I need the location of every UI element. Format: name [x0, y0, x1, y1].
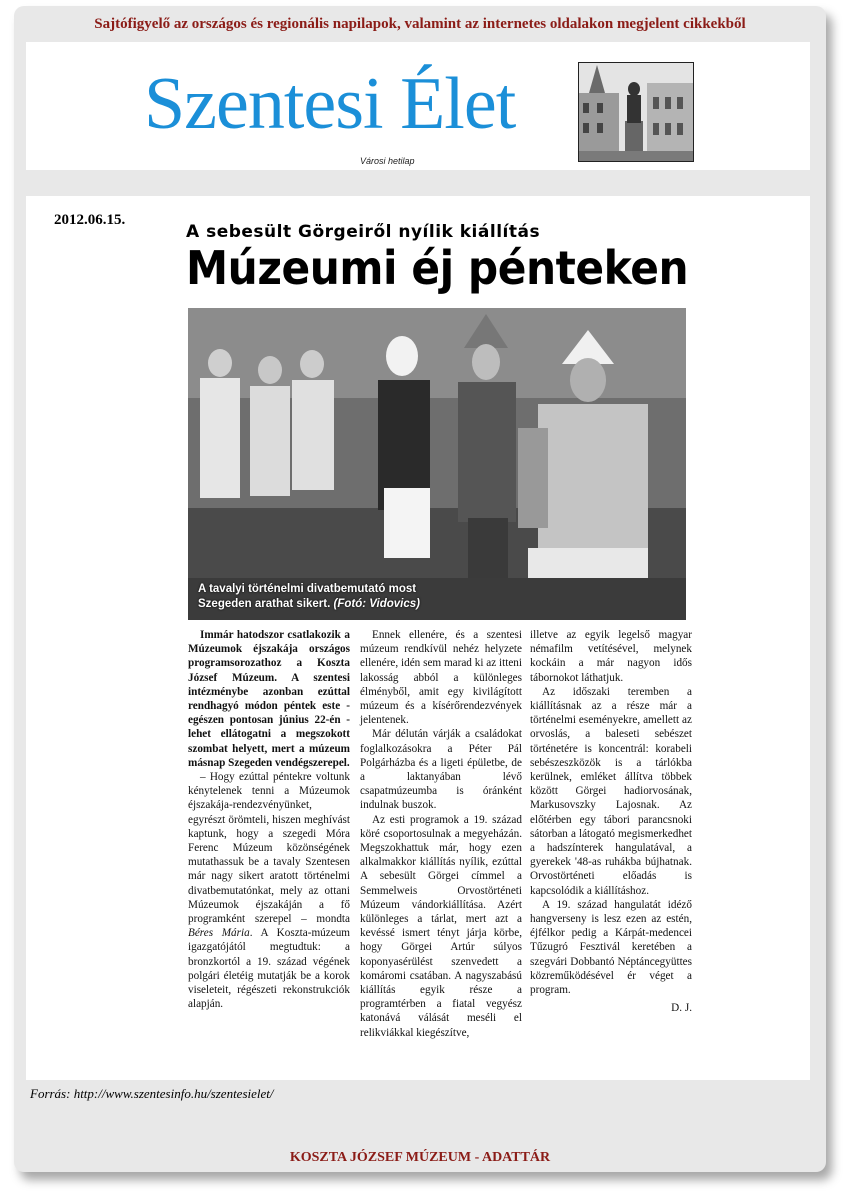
paragraph-text: – Hogy ezúttal péntekre voltunk kénytelenek tenni a Múzeumok éjszakája-rendezvényünket, egyrészt örömteli, hiszen meghívást kaptunk, hogy a szegedi Móra Ferenc Múzeum közönségének mutathassuk be a tavaly Szentesen már nagy sikert aratott történelmi divatbemutatónkat, mely az ottani Múzeumok éjszakáján a fő programként szerepel – mondta: [188, 771, 350, 926]
paragraph: Az esti programok a 19. század köré csoportosulnak a megyeházán. Megszokhattuk már, hogy ezen alkalmakkor kiállítás nyílik, ezúttal A sebesült Görgei címmel a Semmelweis Orvostörténeti Múzeum vándorkiállítása. Azért különleges a tárlat, mert azt a kevéssé ismert tényt járja körbe, hogy Görgei Artúr súlyos koponyasérülést szenvedett a komáromi csatában. A nagyszabású kiállítás egyik része a programtérben a fiatal vegyész katonává válását meséli el relikviákkal kiegészítve,: [360, 813, 522, 1039]
lead-paragraph: Immár hatodszor csatlakozik a Múzeumok éjszakája országos programsorozathoz a Koszta József Múzeum. A szentesi intézménybe azonban ezúttal rendhagyó módon péntek este - egészen pontosan június 22-én - lehet ellátogatni a megszokott szombat helyett, mert a múzeum másnap Szegeden vendégszerepel.: [188, 629, 350, 769]
article: [26, 196, 810, 1080]
paragraph: [188, 770, 350, 1011]
caption-credit: (Fotó: Vidovics): [333, 598, 420, 610]
article-headline: Múzeumi éj pénteken: [186, 241, 689, 295]
photo-caption: [198, 582, 420, 612]
press-review-banner: Sajtófigyelő az országos és regionális napilapok, valamint az internetes oldalakon megjelent cikkekből: [94, 16, 746, 32]
page-frame: [14, 6, 826, 1172]
statue-photo-icon: [579, 63, 693, 161]
quoted-person: Béres Mária: [188, 927, 250, 940]
archive-footer: KOSZTA JÓZSEF MÚZEUM - ADATTÁR: [289, 1150, 551, 1165]
article-date: 2012.06.15.: [54, 212, 126, 228]
column-2: [360, 628, 522, 1040]
source-line: Forrás: http://www.szentesinfo.hu/szentesielet/: [30, 1086, 274, 1101]
paragraph: Ennek ellenére, és a szentesi múzeum rendkívül nehéz helyzete ellenére, idén sem marad ki az itteni lakosság abból a különleges élményből, amit egy kivilágított múzeum és a kísérőrendezvények jelentenek.: [360, 629, 522, 727]
author-signature: D. J.: [671, 1002, 692, 1015]
caption-line-2: [198, 597, 420, 612]
masthead: [26, 42, 810, 170]
paragraph: A 19. század hangulatát idéző hangverseny is lesz ezen az estén, éjfélkor pedig a Kárpát-medencei Tűzugró Fesztivál keretében a szegvári Dobbantó Néptáncegyüttes közreműködésével ér véget a program.: [530, 898, 692, 997]
article-photo-icon: [188, 308, 686, 620]
costumed-children-photo: [188, 308, 686, 620]
caption-text: Szegeden arathat sikert.: [198, 598, 331, 610]
paragraph-text-end: . A Koszta-múzeum igazgatójától megtudtuk: a bronzkortól a 19. század végének polgári életéig mutatják be a korok viseleteit, régészeti rekonstrukciók alapján.: [188, 927, 350, 1011]
paragraph: Az időszaki teremben a kiállításnak az a része már a történelmi eseményekre, amellett az orvoslás, a baleseti sebészet történetére is koncentrál: korabeli sebészeszközök is a tárlókba kerülnek, emléket állítva többek között Görgei hadiorvosának, Markusovszky Lajosnak. Az előtérben egy tábori parancsnoki sátorban a látogató megismerkedhet a hadszínterek hangulatával, a gyerekek '48-as ruhákba bújhatnak. Orvostörténeti előadás is kapcsolódik a kiállításhoz.: [530, 685, 692, 897]
column-3: [530, 628, 692, 1015]
column-1: [188, 628, 350, 1011]
article-kicker: A sebesült Görgeiről nyílik kiállítás: [186, 222, 541, 242]
paragraph: illetve az egyik legelső magyar némafilm vetítésével, melynek kockáin a már nagyon idős tábornokot láthatjuk.: [530, 629, 692, 684]
newspaper-subtitle: Városi hetilap: [360, 156, 415, 166]
caption-line-1: A tavalyi történelmi divatbemutató most: [198, 583, 417, 595]
town-square-statue-photo: [578, 62, 694, 162]
paragraph: Már délután várják a családokat foglalkozásokra a Péter Pál Polgárházba és a ligeti épületbe, de a laktanyában lévő csapatmúzeumba is óránként indulnak buszok.: [360, 728, 522, 812]
newspaper-title: Szentesi Élet: [144, 63, 516, 145]
